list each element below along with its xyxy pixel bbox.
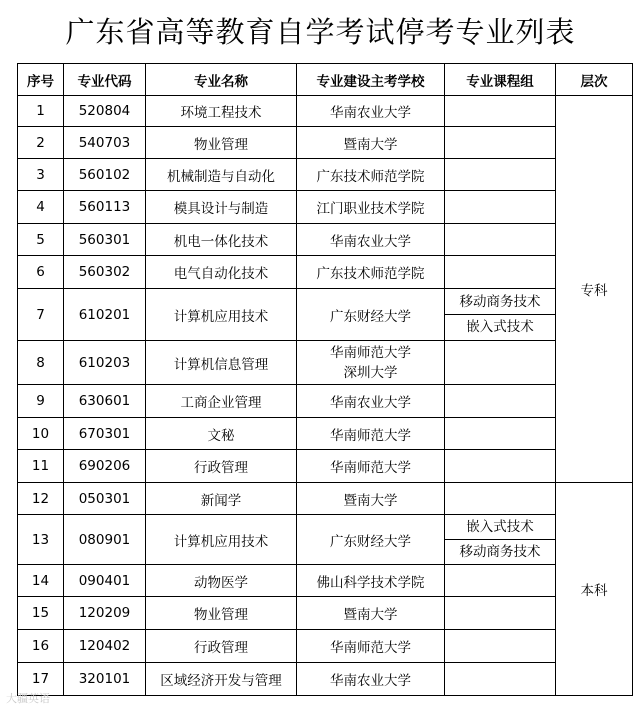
table-row [18,127,633,159]
major-name: 计算机应用技术 [146,515,297,565]
major-name: 电气自动化技术 [146,256,297,289]
table-row [18,663,633,696]
major-name: 物业管理 [146,127,297,159]
major-code: 120402 [64,630,146,663]
exam-school-name: 广东技术师范学院 [316,266,425,282]
exam-school [297,224,445,256]
major-code: 320101 [64,663,146,696]
major-name: 工商企业管理 [146,385,297,418]
exam-school [297,450,445,483]
major-code: 610203 [64,341,146,385]
course-group-item: 移动商务技术 [445,290,555,315]
exam-school [297,256,445,289]
major-code: 560102 [64,159,146,191]
major-code: 670301 [64,418,146,450]
row-number: 3 [18,159,64,191]
course-group [445,515,556,565]
table-row [18,341,633,385]
exam-school [297,289,445,341]
exam-school-name: 华南师范大学 [330,427,411,444]
header-cell: 专业代码 [64,64,146,96]
major-code: 610201 [64,289,146,341]
course-group [445,224,556,256]
exam-school [297,597,445,630]
major-name: 机械制造与自动化 [146,159,297,191]
table-row [18,385,633,418]
row-number: 16 [18,630,64,663]
major-code: 690206 [64,450,146,483]
major-name: 文秘 [146,418,297,450]
exam-school [297,418,445,450]
table-row [18,289,633,341]
discontinued-majors-table [17,63,633,696]
major-code: 560113 [64,191,146,224]
major-name: 物业管理 [146,597,297,630]
exam-school [297,515,445,565]
exam-school [297,341,445,385]
exam-school-name: 深圳大学 [343,364,398,381]
header-cell: 序号 [18,64,64,96]
exam-school [297,127,445,159]
exam-school [297,96,445,127]
course-group [445,450,556,483]
course-group [445,256,556,289]
course-group [445,341,556,385]
exam-school-name: 华南农业大学 [330,105,411,121]
exam-school-name: 暨南大学 [343,607,398,623]
level-cell: 本科 [556,483,633,696]
exam-school-name: 广东财经大学 [330,533,411,550]
row-number: 8 [18,341,64,385]
exam-school-name: 华南农业大学 [330,673,411,689]
row-number: 13 [18,515,64,565]
course-group [445,565,556,597]
table-row [18,450,633,483]
course-group [445,289,556,341]
major-code: 560302 [64,256,146,289]
table-row [18,483,633,515]
exam-school-name: 华南师范大学 [330,344,411,361]
table-row [18,565,633,597]
exam-school [297,663,445,696]
row-number: 10 [18,418,64,450]
exam-school [297,483,445,515]
table-row [18,191,633,224]
exam-school-name: 暨南大学 [343,136,398,153]
table-header-row [18,64,633,96]
course-group-item: 嵌入式技术 [466,319,534,335]
row-number: 6 [18,256,64,289]
course-group [445,483,556,515]
course-group [445,630,556,663]
major-code: 080901 [64,515,146,565]
major-name: 行政管理 [146,450,297,483]
row-number: 17 [18,663,64,696]
table-row [18,515,633,565]
table-row [18,597,633,630]
course-group [445,191,556,224]
exam-school-name: 广东技术师范学院 [316,168,425,185]
page-title: 广东省高等教育自学考试停考专业列表 [65,15,576,49]
exam-school-name: 佛山科学技术学院 [316,574,425,591]
exam-school [297,565,445,597]
table-row [18,630,633,663]
watermark: 大疆英语 [6,692,50,705]
course-group [445,418,556,450]
course-group [445,597,556,630]
major-name: 模具设计与制造 [146,191,297,224]
major-code: 050301 [64,483,146,515]
major-name: 区域经济开发与管理 [146,663,297,696]
row-number: 14 [18,565,64,597]
exam-school-name: 华南农业大学 [330,395,411,411]
major-name: 计算机信息管理 [146,341,297,385]
course-group [445,663,556,696]
major-name: 行政管理 [146,630,297,663]
exam-school-name: 华南师范大学 [330,460,411,476]
major-code: 520804 [64,96,146,127]
table-row [18,159,633,191]
major-name: 环境工程技术 [146,96,297,127]
course-group [445,159,556,191]
table-row [18,96,633,127]
row-number: 2 [18,127,64,159]
major-name: 新闻学 [146,483,297,515]
course-group-item: 移动商务技术 [459,544,541,560]
header-cell: 专业课程组 [445,64,556,96]
exam-school-name: 江门职业技术学院 [316,201,425,217]
course-group [445,385,556,418]
major-name: 动物医学 [146,565,297,597]
exam-school-name: 暨南大学 [343,492,398,509]
course-group [445,96,556,127]
table-row [18,224,633,256]
header-cell: 专业建设主考学校 [297,64,445,96]
course-group-item: 嵌入式技术 [445,515,555,540]
major-code: 540703 [64,127,146,159]
row-number: 5 [18,224,64,256]
row-number: 1 [18,96,64,127]
table-row [18,256,633,289]
row-number: 9 [18,385,64,418]
major-code: 120209 [64,597,146,630]
major-code: 090401 [64,565,146,597]
header-cell: 专业名称 [146,64,297,96]
exam-school [297,191,445,224]
table-row [18,418,633,450]
exam-school [297,630,445,663]
exam-school [297,159,445,191]
level-cell: 专科 [556,96,633,483]
header-cell: 层次 [556,64,633,96]
exam-school-name: 华南师范大学 [330,640,411,656]
major-code: 630601 [64,385,146,418]
major-name: 机电一体化技术 [146,224,297,256]
row-number: 11 [18,450,64,483]
major-name: 计算机应用技术 [146,289,297,341]
exam-school [297,385,445,418]
row-number: 4 [18,191,64,224]
exam-school-name: 广东财经大学 [330,308,411,325]
row-number: 7 [18,289,64,341]
major-code: 560301 [64,224,146,256]
row-number: 15 [18,597,64,630]
course-group [445,127,556,159]
exam-school-name: 华南农业大学 [330,233,411,250]
row-number: 12 [18,483,64,515]
